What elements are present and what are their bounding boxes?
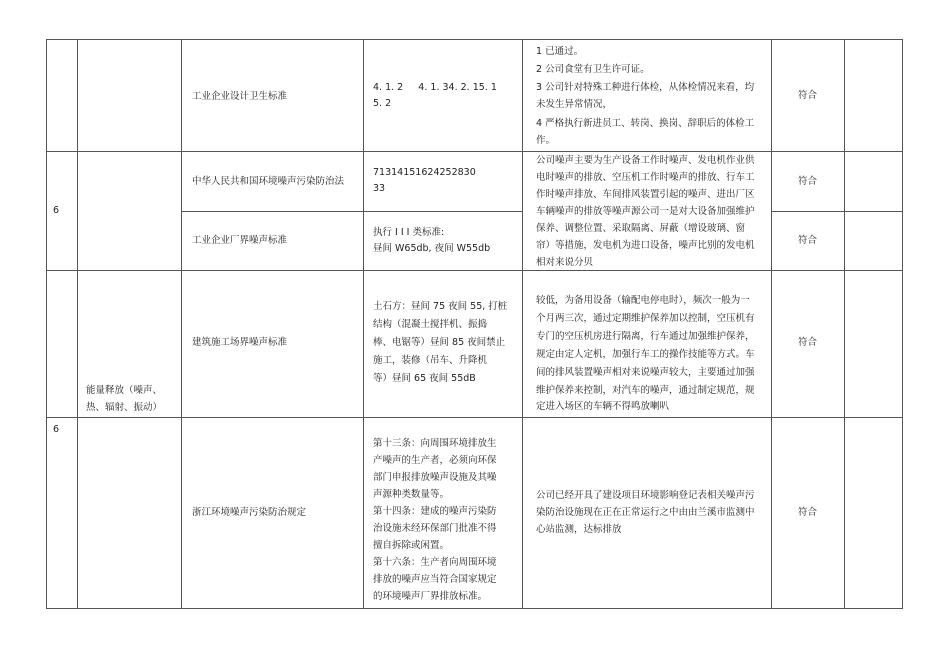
measure-line: 2 公司食堂有卫生许可证。 xyxy=(536,64,650,75)
clause-line: 治设施未经环保部门批准不得 xyxy=(373,523,497,534)
clause-line: 第十四条：建成的噪声污染防 xyxy=(373,506,497,517)
measure-line: 间的排风装置噪声相对来说噪声较大，主要通过加强 xyxy=(536,367,755,378)
col-divider xyxy=(771,39,772,609)
clause-line: 执行 I I I 类标准: xyxy=(373,227,445,238)
measure-line: 作时噪声排放、车间排风装置引起的噪声、进出厂区 xyxy=(536,189,755,200)
standard-name: 建筑施工场界噪声标准 xyxy=(192,337,288,348)
clause-line: 施工，装修（吊车、升降机 xyxy=(373,355,488,366)
result: 符合 xyxy=(798,90,818,101)
col-divider xyxy=(181,39,182,609)
table-border-bottom xyxy=(46,608,903,609)
row-divider xyxy=(46,270,903,271)
clause-line: 的环境噪声厂界排放标准。 xyxy=(373,591,488,602)
table-border-top xyxy=(46,39,903,40)
measure-line: 作。 xyxy=(536,135,556,146)
measure-line: 定进入场区的车辆不得鸣放喇叭 xyxy=(536,401,670,412)
category-line: 热、辐射、振动） xyxy=(86,402,163,413)
measure-line: 染防治设施现在正在正常运行之中由由兰溪市监测中 xyxy=(536,507,755,518)
table-border-right xyxy=(902,39,903,609)
measure-line: 未发生异常情况， xyxy=(536,99,613,110)
category-line: 能量释放（噪声、 xyxy=(86,385,163,396)
col-divider xyxy=(522,39,523,609)
measure-line: 相对来说分贝 xyxy=(536,257,594,268)
clause-line: 等）昼间 65 夜间 55dB xyxy=(373,373,476,384)
clause-line: 排放的噪声应当符合国家规定 xyxy=(373,574,497,585)
clause-line: 部门申报排放噪声设施及其噪 xyxy=(373,472,497,483)
measure-line: 公司噪声主要为生产设备工作时噪声、发电机作业供 xyxy=(536,155,755,166)
standard-name: 工业企业厂界噪声标准 xyxy=(192,235,288,246)
clause-line: 71314151624252830 xyxy=(373,167,476,178)
noise-measure-cell xyxy=(523,152,770,269)
result: 符合 xyxy=(798,176,818,187)
result: 符合 xyxy=(798,507,818,518)
row-divider xyxy=(46,151,903,152)
col-divider xyxy=(844,39,845,609)
measure-line: 帘）等措施，发电机为进口设备，噪声比别的发电机 xyxy=(536,240,755,251)
measure-line: 3 公司针对特殊工种进行体检，从体检情况来看，均 xyxy=(536,82,755,93)
measure-line: 1 已通过。 xyxy=(536,46,584,57)
row-divider xyxy=(46,417,903,418)
measure-line: 4 严格执行新进员工、转岗、换岗、辞职后的体检工 xyxy=(536,118,755,129)
clause-line: 第十六条：生产者向周围环境 xyxy=(373,557,497,568)
col-divider xyxy=(363,39,364,609)
row-divider xyxy=(771,211,903,212)
measure-line: 车辆噪声的排放等噪声源公司一是对大设备加强维护 xyxy=(536,206,755,217)
measure-line: 公司已经开具了建设项目环境影响登记表相关噪声污 xyxy=(536,490,755,501)
measure-line: 个月两三次，通过定期维护保养加以控制，空压机有 xyxy=(536,313,755,324)
row-divider xyxy=(181,211,522,212)
measure-line: 专门的空压机房进行隔离，行车通过加强维护保养， xyxy=(536,331,755,342)
col-divider xyxy=(46,39,47,609)
measure-line: 规定由定人定机，加强行车工的操作技能等方式。车 xyxy=(536,349,755,360)
measure-line: 心站监测，达标排放 xyxy=(536,524,622,535)
standard-name: 浙江环境噪声污染防治规定 xyxy=(192,507,307,518)
clause-line: 土石方：昼间 75 夜间 55, 打桩 xyxy=(373,301,508,312)
clause-line: 产噪声的生产者，必须向环保 xyxy=(373,455,497,466)
clause-line: 第十三条：向周围环境排放生 xyxy=(373,438,497,449)
result: 符合 xyxy=(798,235,818,246)
row-number: 6 xyxy=(53,205,60,216)
measure-line: 电时噪声的排放、空压机工作时噪声的排放、行车工 xyxy=(536,172,755,183)
clause-line: 结构（混凝土搅拌机、振捣 xyxy=(373,319,488,330)
clause-line: 声源种类数量等。 xyxy=(373,489,450,500)
col-divider xyxy=(77,39,78,609)
clause-line: 昼间 W65db, 夜间 W55db xyxy=(373,243,491,254)
measure-line: 保养、调整位置、采取隔离、屏蔽（增设玻璃、窗 xyxy=(536,223,746,234)
standard-name: 中华人民共和国环境噪声污染防治法 xyxy=(192,176,345,187)
clause-line: 33 xyxy=(373,183,386,194)
standard-name: 工业企业设计卫生标准 xyxy=(192,91,288,102)
clause-line: 4. 1. 2 4. 1. 34. 2. 15. 1 xyxy=(373,82,497,93)
measure-line: 维护保养来控制，对汽车的噪声，通过制定规范，规 xyxy=(536,385,755,396)
clause-line: 棒、电锯等）昼间 85 夜间禁止 xyxy=(373,337,506,348)
clause-line: 5. 2 xyxy=(373,98,392,109)
clause-line: 擅自拆除或闲置。 xyxy=(373,540,450,551)
measure-line: 较低，为备用设备（输配电停电时），频次一般为一 xyxy=(536,295,750,306)
row-number: 6 xyxy=(53,424,60,435)
result: 符合 xyxy=(798,337,818,348)
